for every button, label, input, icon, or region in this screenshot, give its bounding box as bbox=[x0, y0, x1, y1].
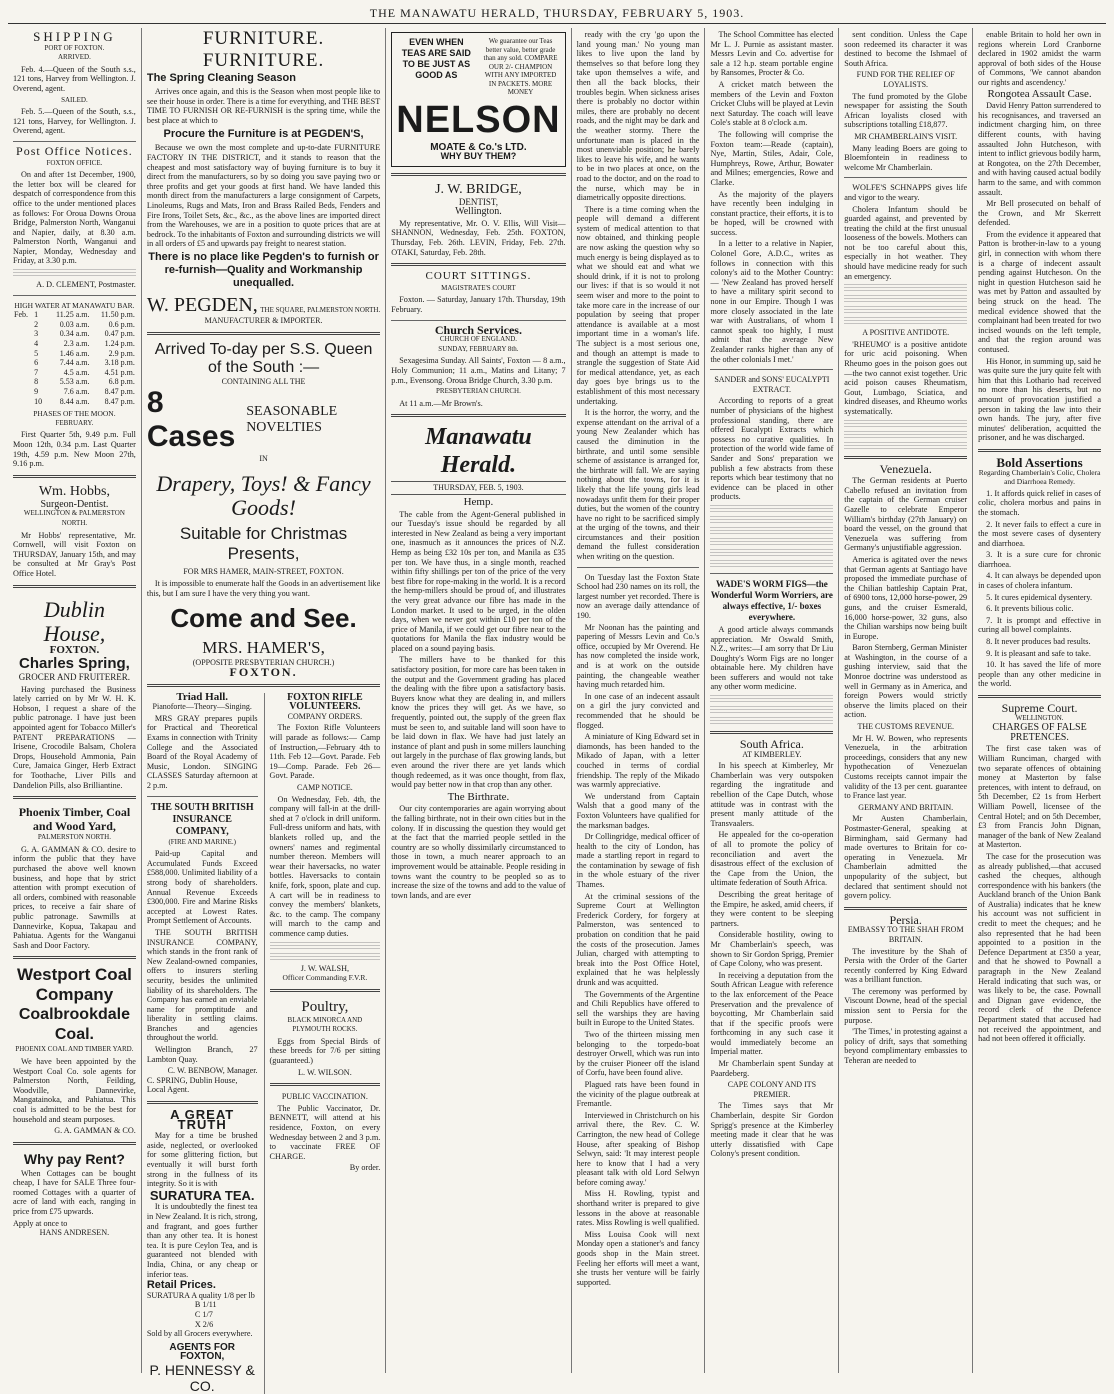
hennessy: P. HENNESSY & CO. bbox=[149, 1361, 255, 1394]
hemp-heading: Hemp. bbox=[463, 495, 494, 508]
moon-text: First Quarter 5th, 9.49 p.m. Full Moon 12th, 0.34 p.m. Last Quarter 19th, 4.59 p.m. New Moon 27th, 9.16 p.m. bbox=[13, 430, 136, 469]
rent-apply: Apply at once to bbox=[13, 1218, 68, 1228]
bridge-place: Wellington. bbox=[455, 206, 502, 218]
supreme-court-heading: Supreme Court. bbox=[1001, 701, 1078, 715]
rifle-title: FOXTON RIFLE VOLUNTEERS. bbox=[287, 691, 363, 713]
tide-row bbox=[13, 377, 136, 387]
seasonable-novelties: SEASONABLE NOVELTIES bbox=[246, 404, 338, 436]
tide-cell: 7.44 a.m. bbox=[59, 358, 90, 368]
bridge-role: DENTIST, bbox=[458, 196, 498, 207]
tide-cell: 1.24 p.m. bbox=[104, 339, 135, 349]
tide-cell bbox=[13, 397, 33, 407]
camp-notice: CAMP NOTICE. bbox=[297, 783, 353, 792]
tide-cell: 6.8 p.m. bbox=[108, 377, 135, 387]
pianoforte: Pianoforte—Theory—Singing. bbox=[152, 702, 252, 712]
tide-row bbox=[13, 387, 136, 397]
church-sub: CHURCH OF ENGLAND. bbox=[439, 335, 518, 344]
bridge-text: My representative, Mr. O. V. Ellis, Will Visit— SHANNON, Wednesday, Feb. 25th. FOXTON, Thursday, Feb. 26th. LEVIN, Friday, Feb. 27th. OTAKI, Saturday, Feb. 28th. bbox=[391, 218, 566, 257]
westport-title: Westport Coal Company bbox=[16, 965, 132, 1005]
hamer-foxton: FOXTON. bbox=[229, 665, 298, 680]
sander-text: According to reports of a great number of physicians of the highest professional standing, there are offered Eucalypti Extracts which possess no curative qualities. In protection of the world wide fame of Sander and Sons' preparation we publish a few abstracts from these reports which bear testimony that no evidence can be placed in other products. bbox=[710, 396, 834, 502]
presby-text: At 11 a.m.—Mr Brown's. bbox=[399, 398, 483, 408]
furniture-title: FURNITURE. FURNITURE. bbox=[202, 28, 325, 71]
tide-cell: 9 bbox=[34, 387, 39, 396]
company-orders: COMPANY ORDERS. bbox=[287, 711, 363, 721]
tide-cell: 5 bbox=[34, 348, 39, 358]
assault-heading: Rongotea Assault Case. bbox=[987, 87, 1092, 100]
tide-cell bbox=[13, 349, 33, 359]
charges-p1: The first case taken was of William Runciman, charged with two separate offences of obtaining money at Masterton by false pretences, with intent to defraud, on 5th December, £2 1s from Herbert William Powell, licensee of the Central Hotel; and on 5th December, £3 from Francis John Dignan, manager of the bank of New Zealand at Masterton. bbox=[978, 744, 1101, 850]
court-text: Foxton. — Saturday, January 17th. Thursday, 19th February. bbox=[391, 295, 566, 315]
moate-co: MOATE & Co.'s LTD. bbox=[430, 141, 527, 153]
tea-right: We guarantee our Teas better value, better grade than any sold. COMPARE OUR 2/- CHAMPION WITH ANY IMPORTED IN PACKETS. MORE MONEY bbox=[483, 37, 558, 96]
why-buy: WHY BUY THEM? bbox=[440, 151, 517, 162]
sailed-label: SAILED. bbox=[61, 95, 88, 104]
rifle-text: The Foxton Rifle Volunteers will parade as follows:— Camp of Instruction,—February 4th to 11th. Feb 12—Govt. Parade. Feb 19—Comp. Parade. Feb 26—Govt. Parade. bbox=[269, 723, 381, 781]
phoenix-place: PALMERSTON NORTH. bbox=[37, 833, 111, 842]
church-day: SUNDAY, FEBRUARY 8th. bbox=[438, 344, 519, 353]
antidote-text: 'RHEUMO' is a positive antidote for uric acid poisoning. When Rheumo goes in the poison goes out—the two cannot exist together. Uric acid poison causes Rheumatism, Gout, Lumbago, Sciatica, and kindred diseases, and Rheumo works systematically. bbox=[844, 339, 968, 416]
tide-cell: 7.6 a.m. bbox=[63, 387, 90, 396]
opposite-church: (OPPOSITE PRESBYTERIAN CHURCH.) bbox=[192, 658, 335, 668]
column-1 bbox=[8, 28, 142, 1373]
presby-heading: PRESBYTERIAN CHURCH. bbox=[436, 387, 521, 396]
price-2: C 1/7 bbox=[194, 1309, 213, 1319]
price-0: SURATURA A quality 1/8 per lb bbox=[146, 1290, 255, 1300]
bold-assertions: Bold Assertions bbox=[996, 454, 1083, 470]
agents-foxton: AGENTS FOR FOXTON, bbox=[169, 1341, 235, 1363]
col4-p1: ready with the cry 'go upon the land young man.' No young man likes to live upon the land by themselves so that before long they take upon themselves a wife, and then all the back blocks, their troubles begin. When sickness arises there is probably no doctor within miles, there are probably no decent roads, and the night may be dark and the weather stormy. There the unfortunate man is placed in the most unenviable position; he barely likes to leave his wife, and he wants to be in two places at once, on the road to the doctor, and on the road to the nurse, which may be in diametrically opposite directions. bbox=[576, 30, 700, 203]
herald-masthead: Manawatu Herald. bbox=[425, 424, 532, 479]
charges-p2: The case for the prosecution was as already published,—that accused cashed the cheques, although correspondence with his bankers (the Auckland branch of the Union Bank of Australia) indicates that he knew his account was not sufficient in credit to meet the cheques; and he also represented that he had been appointed to a position in the Defence Department at £350 a year, and that he showed to Pownall a paragraph in the New Zealand Herald indicating that such was, or was likely to be, the case. Pownall and Dignan gave evidence, the record clerk of the Defence Department stated that accused had not received the appointment, and had not been offered it officially. bbox=[978, 851, 1101, 1044]
hobbs-name: Wm. Hobbs, bbox=[38, 483, 110, 499]
sa-p3: Describing the great heritage of the Empire, he asked, amid cheers, if they were content to be sleeping partners. bbox=[710, 889, 834, 928]
tide-cell: 5.53 a.m. bbox=[59, 377, 90, 387]
wade-text: A good article always commands appreciation. Mr Oswald Smith, N.Z., writes:—I am sorry that Dr Liu Doughty's Worm Figs are no longer obtainable here. My children have been sufferers and would not take any other worm medicine. bbox=[710, 624, 834, 692]
court-heading: COURT SITTINGS. bbox=[425, 270, 532, 283]
assault-p2: Mr Bell prosecuted on behalf of the Crown, and Mr Skerrett defended. bbox=[978, 199, 1101, 228]
coal-text: We have been appointed by the Westport Coal Co. sole agents for Palmerston North, Feilding, Woodville, Dannevirke, Mangatainoka, and Pahiatua. This coal is admitted to be the best for household and steam purposes. bbox=[13, 1056, 136, 1124]
church-heading: Church Services. bbox=[434, 322, 522, 337]
tide-row bbox=[13, 368, 136, 378]
tide-cell: 11.25 a.m. bbox=[56, 310, 90, 320]
news-5: We understand from Captain Walsh that a good many of the Foxton Volunteers have qualified for the marksman badges. bbox=[576, 791, 700, 830]
charges-heading: CHARGES OF FALSE PRETENCES. bbox=[992, 722, 1087, 743]
price-3: X 2/6 bbox=[194, 1319, 214, 1329]
in-label: IN bbox=[259, 454, 268, 464]
tide-cell bbox=[13, 329, 33, 339]
tide-cell: 8.47 p.m. bbox=[104, 387, 135, 396]
coalbrookdale-title: Coalbrookdale Coal. bbox=[18, 1006, 130, 1044]
remedy-item: 10. It has saved the life of more people than any other medicine in the world. bbox=[978, 660, 1101, 689]
great-truth: A GREAT TRUTH bbox=[170, 1107, 235, 1132]
news-7: At the criminal sessions of the Supreme Court at Wellington Frederick Cordery, for forgery at Palmerston, was sentenced to probation on condition that he paid the costs of the prosecution. James Julian, charged with attempting to break into the Post Office Hotel, explained that he was helplessly drunk and was acquitted. bbox=[576, 891, 700, 987]
remedy-item: 9. It is pleasant and safe to take. bbox=[986, 648, 1091, 658]
remedy-item: 1. It affords quick relief in cases of colic, cholera morbus and pains in the stomach. bbox=[978, 488, 1101, 517]
persia-p2: The ceremony was performed by Viscount Downe, head of the special mission sent to Persia for the purpose. bbox=[844, 986, 968, 1025]
herald-date: THURSDAY, FEB. 5, 1903. bbox=[391, 481, 565, 495]
walsh-name: J. W. WALSH, bbox=[300, 963, 350, 973]
news-1: On Tuesday last the Foxton State School had 230 names on its roll, the largest number yet recorded. There is now an average daily attendance of 190. bbox=[576, 572, 700, 621]
tide-cell bbox=[13, 368, 33, 378]
phoenix-text: G. A. GAMMAN & CO. desire to inform the public that they have purchased the above well known business, and hope that by strict attention with prompt execution of all orders, combined with reasonable prices, to receive a fair share of public patronage. Sawmills at Dannevirke, Kopua, Takapau and Pahiatua. Agents for the Wanganui Sash and Door Factory. bbox=[13, 844, 136, 950]
poultry-title: Poultry, bbox=[301, 998, 349, 1015]
postmaster: A. D. CLEMENT, Postmaster. bbox=[36, 280, 136, 290]
customs-text: Mr H. W. Bowen, who represents Venezuela, in the arbitration proceedings, considers that any new hypothecation of Venezuelan Customs receipts cannot impair the validity of the 13 per cent. guarantee to France last year. bbox=[844, 733, 968, 801]
pegden-name: W. PEGDEN, bbox=[146, 293, 258, 316]
remedy-item: 3. It is a sure cure for chronic diarrhoea. bbox=[978, 550, 1101, 569]
arrived-label: ARRIVED. bbox=[57, 53, 91, 62]
sander-heading: SANDER and SONS' EUCALYPTI EXTRACT. bbox=[714, 375, 830, 394]
insurance-sub: (FIRE AND MARINE.) bbox=[168, 837, 236, 846]
col4-p3: It is the horror, the worry, and the expense attendant on the arrival of a young New Zealander which has caused the diminution in the birthrate, and until some sensible scheme of assistance is arranged for, the birthrate will fall. We are saying nothing about the towns, for it is likely that the life young girls lead nowadays unfit them for their proper duties, but the women of the country have no right to be sacrificed simply at the urging of the towns, and their circumstances and their position demand the fullest consideration when writing on the question. bbox=[576, 408, 700, 562]
tide-row bbox=[13, 397, 136, 407]
persia-p1: The investiture by the Shah of Persia with the Order of the Garter recently conferred by King Edward was a brilliant function. bbox=[844, 946, 968, 985]
tide-cell: 8.47 p.m. bbox=[104, 396, 135, 406]
triad-hall: Triad Hall. bbox=[176, 690, 229, 703]
column-6 bbox=[839, 28, 973, 1373]
gray-text: MRS GRAY prepares pupils for Practical and Theoretical Exams in connection with Trinity College and the Associated Board of the Royal Academy of Music, London. SINGING CLASSES Saturday afternoon at 2 p.m. bbox=[146, 713, 258, 790]
arrived-text: Feb. 4.—Queen of the South s.s., 121 tons, Harvey from Wellington. J. Overend, agent. bbox=[13, 64, 136, 93]
news-12: Miss H. Rowling, typist and shorthand writer is prepared to give lessons in the above at reasonable rates. Miss Rowling is well qualified. bbox=[576, 1189, 700, 1228]
tide-row bbox=[13, 329, 136, 339]
tide-cell: 0.6 p.m. bbox=[108, 319, 135, 329]
tide-row bbox=[13, 358, 136, 368]
customs-heading: THE CUSTOMS REVENUE. bbox=[857, 722, 954, 732]
spring-cleaning-heading: The Spring Cleaning Season bbox=[146, 72, 296, 84]
tide-row bbox=[13, 320, 136, 330]
tide-table bbox=[13, 310, 136, 406]
drapery-heading: Drapery, Toys! & Fancy Goods! bbox=[156, 470, 371, 520]
poultry-sub: BLACK MINORCA AND PLYMOUTH ROCKS. bbox=[287, 1015, 363, 1034]
tide-cell: 10 bbox=[34, 396, 43, 406]
tide-cell: 0.47 p.m. bbox=[104, 329, 135, 339]
tide-cell: 3.18 p.m. bbox=[104, 358, 135, 368]
spring-trade: GROCER AND FRUITERER. bbox=[18, 672, 131, 683]
birthrate-heading: The Birthrate. bbox=[447, 790, 510, 803]
hobbs-role: Surgeon-Dentist. bbox=[40, 498, 109, 510]
tide-cell: 3 bbox=[34, 329, 39, 339]
suratura-title: SURATURA TEA. bbox=[149, 1187, 255, 1203]
column-7 bbox=[973, 28, 1106, 1373]
news-8: The Governments of the Argentine and Chili Republics have offered to sell the warships they are having built in Europe to the United States. bbox=[576, 989, 700, 1028]
eight-cases: 8 Cases bbox=[146, 386, 236, 454]
tide-cell: 7 bbox=[34, 367, 39, 377]
tide-cell: 2.9 p.m. bbox=[108, 348, 135, 358]
persia-heading: Persia. bbox=[889, 912, 922, 927]
tide-cell: 1 bbox=[34, 310, 39, 320]
tide-cell: 4 bbox=[34, 339, 39, 349]
camp-text: On Wednesday, Feb. 4th, the company will fall-in at the drill-shed at 7 o'clock in drill uniform. Full-dress uniform and hats, with blankets rolled up, and the owners' names and regimental number thereon. Members will wear their haversacks, no water bottles. Haversacks to contain knife, fork, spoon, plate and cup. A cart will be in readiness to convey the members' blankets, &c. to the camp. The company will march to the camp and commence camp duties. bbox=[269, 794, 381, 938]
venez-p2: America is agitated over the news that German agents at Santiago have proposed the immediate purchase of the Chilian battleship Captain Prat, of 6900 tons, 12,000 horse-power, 29 guns, and the cruiser Esmerald, 16,000 horse-power, 32 guns, also the Chilian warships now being built in Europe. bbox=[844, 554, 968, 641]
poultry-text: Eggs from Special Birds of these breeds for 7/6 per sitting (guaranteed.) bbox=[269, 1036, 381, 1066]
tide-cell bbox=[13, 387, 33, 397]
phoenix-title: Phoenix Timber, Coal and Wood Yard, bbox=[18, 805, 131, 834]
post-office-sub: FOXTON OFFICE. bbox=[46, 158, 103, 167]
sa-p6: Mr Chamberlain spent Sunday at Paardeberg. bbox=[710, 1059, 834, 1078]
visit-text: Many leading Boers are going to Bloemfontein in readiness to welcome Mr Chamberlain. bbox=[844, 143, 968, 172]
arrived-heading: Arrived To-day per S.S. Queen of the South :— bbox=[154, 340, 373, 376]
moon-month: FEBRUARY. bbox=[55, 418, 94, 427]
venez-p1: The German residents at Puerto Cabello refused an invitation from the captain of the German cruiser Gazelle to celebrate Emperor William's birthday (27th January) on board the vessel, on the ground that Venezuela was suffering from Germany's unjustifiable aggression. bbox=[844, 476, 968, 553]
impossible-text: It is impossible to enumerate half the Goods in an advertisement like this, but I am sure I have the very thing you want. bbox=[146, 579, 381, 598]
column-2 bbox=[142, 28, 386, 1394]
persia-p3: 'The Times,' in protesting against a policy of drift, says that something beyond complimentary embassies to Teheran are needed to bbox=[844, 1027, 968, 1066]
tide-cell: 11.50 p.m. bbox=[100, 310, 135, 320]
rent-text: When Cottages can be bought cheap, I have for SALE Three four-roomed Cottages with a quarter of acre of land with each, ranging in price from £75 upwards. bbox=[13, 1168, 136, 1217]
moon-heading: PHASES OF THE MOON. bbox=[33, 409, 116, 419]
tide-cell bbox=[13, 358, 33, 368]
post-office-heading: Post Office Notices. bbox=[16, 143, 133, 158]
sa-p4: Considerable hostility, owing to Mr Chamberlain's speech, was shown to Sir Gordon Sprigg, Premier of Cape Colony, who was present. bbox=[710, 930, 834, 969]
retail-prices: Retail Prices. bbox=[146, 1279, 216, 1292]
col5-p1: The School Committee has elected Mr L. J. Purnie as assistant master. Messrs Levin and Co. advertise for sale a 12 h.p. steam portable engine by Ransomes, Procter & Co. bbox=[710, 30, 834, 78]
come-and-see: Come and See. bbox=[170, 603, 357, 634]
fund-heading: FUND FOR THE RELIEF OF LOYALISTS. bbox=[856, 70, 955, 89]
tide-cell: Feb. bbox=[14, 310, 28, 320]
hamers-name: MRS. HAMER'S, bbox=[202, 638, 325, 658]
tide-cell: 4.51 p.m. bbox=[104, 367, 135, 377]
columns bbox=[8, 28, 1106, 1394]
antidote-heading: A POSITIVE ANTIDOTE. bbox=[862, 328, 950, 338]
hobbs-place: WELLINGTON & PALMERSTON NORTH. bbox=[23, 509, 125, 527]
furniture-body: Because we own the most complete and up-to-date FURNITURE FACTORY IN THE DISTRICT, and it stands to reason that the cheapest and most satisfactory way of buying furniture is to buy it direct from the manufacturers, so by so doing you save paying two or three profits and get your goods at first hand. We have landed this month direct from the manufacturers a large consignment of Carpets, Linoleums, Rugs and Mats, Iron and Brass Railed Beds, Fenders and Fire Irons, Toilet Sets, &c., &c., as the above lines are imported direct from the Warehouses, we are in a position to quote prices that are at bedrock. To the inhabitants of Foxton and surrounding districts we will in all orders of £5 and upwards pay freight to nearest station. bbox=[146, 143, 381, 249]
poultry-wilson: L. W. WILSON. bbox=[298, 1067, 352, 1077]
remedy-item: 8. It never produces bad results. bbox=[986, 637, 1091, 647]
col5-p2: A cricket match between the members of the Levin and Foxton Cricket Clubs will be played at Levin next Saturday. The coach will leave Cole's stable at 8 o'clock a.m. bbox=[710, 79, 834, 128]
news-10: Plagued rats have been found in the vicinity of the plague outbreak at Fremantle. bbox=[576, 1079, 700, 1109]
column-4 bbox=[572, 28, 706, 1373]
coal-sub: PHOENIX COAL AND TIMBER YARD. bbox=[15, 1045, 134, 1054]
tide-cell: 0.34 a.m. bbox=[59, 329, 90, 339]
tide-cell bbox=[13, 320, 33, 330]
nelson-logo: NELSON bbox=[396, 98, 561, 141]
supreme-place: WELLINGTON. bbox=[1015, 713, 1064, 722]
cape-text: The Times says that Mr Chamberlain, despite Sir Gordon Sprigg's presence at the Kimberley meeting made it clear that he was utterly dissatisfied with Cape Colony's present condition. bbox=[710, 1101, 834, 1159]
no-place-slogan: There is no place like Pegden's to furnish or re-furnish—Quality and Workmanship unequalled. bbox=[148, 250, 379, 289]
col7-p1: enable Britain to hold her own in regions wherein Lord Cranborne declared in 1902 amidst the warm approval of both sides of the House of Commons, 'We cannot abandon our rights and ascendency.' bbox=[978, 30, 1101, 87]
cape-heading: CAPE COLONY AND ITS PREMIER. bbox=[727, 1080, 817, 1099]
court-sub: MAGISTRATE'S COURT bbox=[441, 283, 516, 292]
bold-assertions-sub: Regarding Chamberlain's Colic, Cholera and Diarrhoea Remedy. bbox=[978, 467, 1101, 487]
birthrate-text: Our city contemporaries are again worrying about the falling birthrate, not in their own cities but in the colony. If in discussing the question they would get at the fact that the married people settled in the country are so wholly dissimilarly circumstanced to those in town, a much nearer approach to an improvement would be attainable. People residing in towns want the country to be peopled so as to increase the size of the towns and add to the value of town lands, and are ever bbox=[391, 804, 566, 900]
pegden-role: MANUFACTURER & IMPORTER. bbox=[204, 315, 323, 325]
news-11: Interviewed in Christchurch on his arrival there, the Rev. C. W. Carrington, the new head of College House, after speaking of Bishop Selwyn, said: 'It may interest people here to know that I had a very pleasant talk with old Lord Selwyn before coming away.' bbox=[576, 1110, 700, 1187]
fund-text: The fund promoted by the Globe newspaper for assisting the South African loyalists closed with subscriptions totalling £18,877. bbox=[844, 91, 968, 130]
insurance-agent: C. SPRING, Dublin House, Local Agent. bbox=[146, 1075, 238, 1095]
post-office-text: On and after 1st December, 1900, the letter box will be cleared for despatch of correspondence from this office to the under mentioned places as follows: For Oroua Downs Oroua Bridge, Palmerston North, Wanganui and Napier, daily, at 8.30 a.m. Palmerston North, Wanganui and Napier, Monday, Wednesday and Friday, at 3.30 p.m. bbox=[13, 170, 136, 266]
suratura-text: It is undoubtedly the finest tea in New Zealand. It is rich, strong, and fragrant, and goes further than any other tea. It is honest tea. It is pure Ceylon Tea, and is guaranteed not blended with India, China, or any cheap or inferior teas. bbox=[146, 1202, 258, 1279]
rent-title: Why pay Rent? bbox=[23, 1150, 125, 1167]
containing-label: CONTAINING ALL THE bbox=[221, 376, 306, 386]
vaccination-text: The Public Vaccinator, Dr. BENNETT, will attend at his residence, Foxton, on every Wednesday between 2 and 3 p.m. to vaccinate FREE OF CHARGE. bbox=[269, 1103, 381, 1161]
col5-p3: The following will comprise the Foxton team:—Reade (captain), Nye, Martin, Stiles, Adair, Cole, Humphreys, Rowe, Arthur, Bowater and Milnes; emergencies, Rowe and Clarke. bbox=[710, 129, 834, 187]
germany-britain-text: Mr Austen Chamberlain, Postmaster-General, speaking at Birmingham, said Germany had made overtures to Britain for co-operating in Venezuela. Mr Chamberlain admitted the unpopularity of the subject, but declared that sentiment should not govern policy. bbox=[844, 814, 968, 901]
tide-cell: 6 bbox=[34, 358, 39, 368]
insurance-title: THE SOUTH BRITISH INSURANCE COMPANY, bbox=[150, 801, 254, 837]
news-4: A miniature of King Edward set in diamonds, has been handed to the Mikado of Japan, with a letter couched in terms of cordial friendship. The reply of the Mikado was warmly appreciative. bbox=[576, 732, 700, 790]
venezuela-heading: Venezuela. bbox=[879, 461, 932, 476]
remedy-item: 5. It cures epidemical dysentery. bbox=[986, 592, 1093, 602]
tide-row bbox=[13, 349, 136, 359]
remedy-item: 2. It never fails to effect a cure in the most severe cases of dysentery and diarrhoea. bbox=[978, 519, 1101, 548]
news-9: Two of the thirteen missing men belonging to the torpedo-boat destroyer Orwell, which was run into by the cruiser Pioneer off the island of Corfu, have been found alive. bbox=[576, 1029, 700, 1078]
insurance-manager: C. W. BENBOW, Manager. bbox=[167, 1066, 258, 1076]
tide-cell: 2.3 a.m. bbox=[63, 339, 90, 349]
walsh-role: Officer Commanding F.V.R. bbox=[282, 973, 368, 983]
south-africa-heading: South Africa. bbox=[739, 737, 804, 752]
news-2: Mr Noonan has the painting and papering of Messrs Levin and Co.'s office, occupied by Mr Overend. He has now completed the inside work, and is at work on the outside painting, the changeable weather having much retarded him. bbox=[576, 622, 700, 690]
tide-cell: 4.5 a.m. bbox=[63, 367, 90, 377]
vaccination-title: PUBLIC VACCINATION. bbox=[281, 1092, 368, 1102]
procure-heading: Procure the Furniture is at PEGDEN'S, bbox=[163, 128, 364, 141]
tide-cell: 2 bbox=[34, 319, 39, 329]
tide-row bbox=[13, 310, 136, 320]
hemp-p1: The cable from the Agent-General published in our Tuesday's issue should be regarded by all interested in New Zealand as being a very important one, inasmuch as it announces the prices of N.Z. Hemp as being £32 10s per ton, and Manila as £35 per ton. We have thus, in a single month, reached within fifty shillings per ton of the price of the very best fibre for rope-making in the world. It is a record the hemp-millers should be proud of, and illustrates the very great advance our fibre has made in the London market. It used to be urged, in the olden days, when we never got within £10 per ton of the price of Manila, if we could get our fibre near to the quotations for Manila the flax industry would be placed on a sound paying basis. bbox=[391, 509, 566, 653]
news-6: Dr Collingridge, medical officer of health to the city of London, has made a startling report in regard to the contamination by sewage of fish in the whole estuary of the river Thames. bbox=[576, 832, 700, 890]
tide-cell: 8 bbox=[34, 377, 39, 387]
tide-row bbox=[13, 339, 136, 349]
assault-p4: His Honor, in summing up, said he was quite sure the jury quite felt with him that this Lothario had received no more than his deserts, but no amount of provocation justified a person in taking the law into their own hands. The jury, after five minutes' deliberation, acquitted the prisoner, and he was discharged. bbox=[978, 356, 1101, 443]
column-2-left bbox=[146, 690, 258, 1394]
insurance-text-1: Paid-up Capital and Accumulated Funds Exceed £588,000. Unlimited liability of a strong body of shareholders. Annual Revenue Exceeds £300,000. Fire and Marine Risks accepted at Lowest Rates. Prompt Settlement of Accounts. bbox=[146, 849, 258, 926]
furniture-intro: Arrives once again, and this is the Season when most people like to see their house in order. There is a time for everything, and THE BEST TIME TO FURNISH OR RE-FURNISH is the spring time, while the best place at which to bbox=[146, 87, 381, 125]
col6-p1: sent condition. Unless the Cape soon redeemed its character it was destined to become the Ishmael of South Africa. bbox=[844, 30, 968, 68]
tide-cell: 0.03 a.m. bbox=[59, 319, 90, 329]
hemp-p2: The millers have to be thanked for this satisfactory position, for more care has been taken in the output and the Government grading has placed the dealing with the fibre upon a satisfactory basis. Buyers know what they are dealing in, and millers know the prices they will get. As we have, so frequently, pointed out, the supply of the green flax must be seen to, and suitable land will soon have to be laid down in flax. We have had just lately an instance of plant and push in some millers launching out largely in the purchase of flax growing lands, but even around the river there are yet lands which though redeemed, as it was once thought, from flax, would pay better now in that crop than any other. bbox=[391, 655, 566, 790]
wade-heading: WADE'S WORM FIGS—the Wonderful Worm Worriers, are always effective, 1/- boxes everywhere. bbox=[710, 578, 833, 622]
insurance-text-2: THE SOUTH BRITISH INSURANCE COMPANY, which stands in the front rank of New Zealand-owned companies, offers to insurers sterling security, besides the unlimited liability of its shareholders. The Company has earned an enviable name for promptitude and liberality in settling claims. Branches and agencies throughout the world. bbox=[146, 927, 258, 1043]
dublin-place: FOXTON. bbox=[49, 643, 100, 656]
suitable-heading: Suitable for Christmas Presents, bbox=[179, 523, 348, 563]
sa-p2: He appealed for the co-operation of all to promote the policy of reconciliation and avert the disastrous effect of the exclusion of the Cape from the Union, the ultimate federation of South Africa. bbox=[710, 830, 834, 888]
hamer-for: FOR MRS HAMER, MAIN-STREET, FOXTON. bbox=[183, 566, 344, 576]
column-5 bbox=[705, 28, 839, 1373]
sa-p1: In his speech at Kimberley, Mr Chamberlain was very outspoken regarding the ingratitude and rebellion of the Cape Dutch, whose attitude was in contrast with the present manly attitude of the Transvaalers. bbox=[710, 761, 834, 828]
remedy-item: 4. It can always be depended upon in cases of cholera infantum. bbox=[978, 571, 1101, 591]
remedy-item: 6. It prevents bilious colic. bbox=[986, 604, 1074, 614]
tide-heading: HIGH WATER AT MANAWATU BAR. bbox=[14, 300, 135, 310]
tide-cell: 8.44 a.m. bbox=[59, 396, 90, 406]
bridge-name: J. W. BRIDGE, bbox=[435, 181, 522, 197]
remedy-list bbox=[978, 489, 1101, 689]
great-truth-text: May for a time be brushed aside, neglected, or overlooked for some glittering fiction, but eventually it will burst forth strong in the fullness of its integrity. So it is with bbox=[146, 1131, 258, 1189]
church-text: Sexagesima Sunday. All Saints', Foxton — 8 a.m., Holy Communion; 11 a.m., Matins and Litany; 7 p.m., Evensong. Oroua Bridge Church, 3.30 p.m. bbox=[391, 356, 566, 385]
dublin-house-title: Dublin House, bbox=[43, 596, 106, 646]
col5-p5: In a letter to a relative in Napier, Colonel Gore, A.D.C., writes as follows in connection with this colony's aid to the Mother Country:— 'New Zealand has proved herself to have a military spirit second to none in our Empire. Though I was more closely associated in the late war with Australians, of whom I cannot speak too highly, I must admit that the average New Zealander ranks higher than any of the other colonials I met.' bbox=[710, 239, 834, 364]
sold-by: Sold by all Grocers everywhere. bbox=[146, 1329, 253, 1339]
assault-p1: David Henry Patton surrendered to his recognisances, and traversed an indictment charging him, on three different counts, with having assaulted John Hutcheson, with intent to inflict grievous bodily harm, at Rongotea, on the 27th December, and with having caused actual bodily harm to the same, and with common assault. bbox=[978, 101, 1101, 197]
germany-britain-heading: GERMANY AND BRITAIN. bbox=[858, 802, 954, 812]
port-heading: PORT OF FOXTON. bbox=[44, 43, 105, 52]
embassy-heading: EMBASSY TO THE SHAH FROM BRITAIN. bbox=[847, 925, 964, 944]
venez-p3: Baron Sternberg, German Minister at Washington, in the course of a gushing interview, said that the Monroe doctrine was understood as well in Germany as in America, and foreign Powers would strictly observe the limits placed on their action. bbox=[844, 643, 968, 720]
visit-heading: MR CHAMBERLAIN'S VISIT. bbox=[854, 131, 958, 141]
hobbs-text: Mr Hobbs' representative, Mr. Cornwell, will visit Foxton on THURSDAY, January 15th, and may be consulted at Mr Gray's Post Office Hotel. bbox=[13, 530, 136, 578]
assault-p3: From the evidence it appeared that Patton is brother-in-law to a young girl, in connection with whom there is a charge of indecent assault pending against Hutcheson. On the night in question Hutcheson said he was met by Patton and assaulted by being struck on the head. The medical evidence showed that the complainant had been treated for two incised wounds on the left temple, and that the region around was contused. bbox=[978, 229, 1101, 354]
coal-sign: G. A. GAMMAN & CO. bbox=[54, 1126, 136, 1136]
tide-cell: 1.46 a.m. bbox=[59, 348, 90, 358]
shipping-heading: SHIPPING bbox=[33, 29, 116, 44]
kimberley-heading: AT KIMBERLEY. bbox=[742, 749, 802, 759]
rent-sign: HANS ANDRESEN. bbox=[39, 1228, 110, 1238]
pegden-address: THE SQUARE, PALMERSTON NORTH. bbox=[260, 306, 381, 315]
wolfe-text: Cholera Infantum should be guarded against, and prevented by treating the child at the first unusual looseness of the bowels. Mothers can not be too careful about this, especially in hot weather. They should have medicine ready for such an emergency. bbox=[844, 204, 968, 281]
news-13: Miss Louisa Cook will next Monday open a stationer's and fancy goods shop in the Main street. Feeling her efforts will meet a want, she trusts her venture will be fairly supported. bbox=[576, 1229, 700, 1287]
column-3 bbox=[386, 28, 571, 1373]
wolfe-heading: WOLFE'S SCHNAPPS gives life and vigor to the weary. bbox=[844, 183, 968, 202]
tide-cell bbox=[13, 377, 33, 387]
news-3: In one case of an indecent assault on a girl the jury convicted and recommended that he should be flogged. bbox=[576, 691, 700, 730]
nelson-tea-ad bbox=[391, 32, 565, 167]
tide-cell bbox=[13, 339, 33, 349]
sailed-text: Feb. 5.—Queen of the South, s.s., 121 tons, Harvey, for Wellington. J. Overend, agent. bbox=[13, 107, 136, 136]
vaccination-sign: By order. bbox=[349, 1163, 381, 1173]
price-1: B 1/11 bbox=[194, 1300, 217, 1310]
tea-left: EVEN WHEN TEAS ARE SAID TO BE JUST AS GOOD AS bbox=[401, 37, 471, 80]
col4-p2: There is a time coming when the people will demand a different system of medical attention to that now obtained, and thinking people are now asking the question why so much energy is being displayed as to what we should eat and what we should drink, if it is not to prolong our lives: if that is so would it not seem wiser and more to the point to take more care in the increase of our population by seeing that proper attendance is available at a most important time in a woman's life. The subject is a most serious one, and though an attempt is made to strangle the suggestion of State Aid for medical attendance, yet, as each day goes bye brings us to the establishment of this most necessary undertaking. bbox=[576, 204, 700, 406]
remedy-item: 7. It is prompt and effective in curing all bowel complaints. bbox=[978, 615, 1101, 635]
col5-p4: As the majority of the players have recently been indulging in constant practice, their efforts, it is to be hoped, will be crowned with success. bbox=[710, 189, 834, 237]
masthead: THE MANAWATU HERALD, THURSDAY, FEBRUARY 5, 1903. bbox=[8, 6, 1106, 24]
sa-p5: In receiving a deputation from the South African League with reference to the lax enforcement of the Peace Preservation and the prevalence of boycotting, Mr Chamberlain said that if the specific proofs were forthcoming in any such case it would immediately become an Imperial matter. bbox=[710, 970, 834, 1057]
column-2-right bbox=[264, 693, 381, 1394]
insurance-branch: Wellington Branch, 27 Lambton Quay. bbox=[146, 1045, 258, 1064]
spring-text: Having purchased the Business lately carried on by Mr W. H. K. Hobson, I request a share of the public patronage. I have just been appointed agent for Tobacco Miller's PATENT PREPARATIONS — Irisene, Crocodile Balsam, Cholera Drops, Household Ammonia, Pain Cure, Jamaica Ginger, Herb Extract for Toothache, Liver Pills and Dandelion Pills, also Brilliantine. bbox=[13, 684, 136, 790]
spring-name: Charles Spring, bbox=[18, 655, 130, 673]
